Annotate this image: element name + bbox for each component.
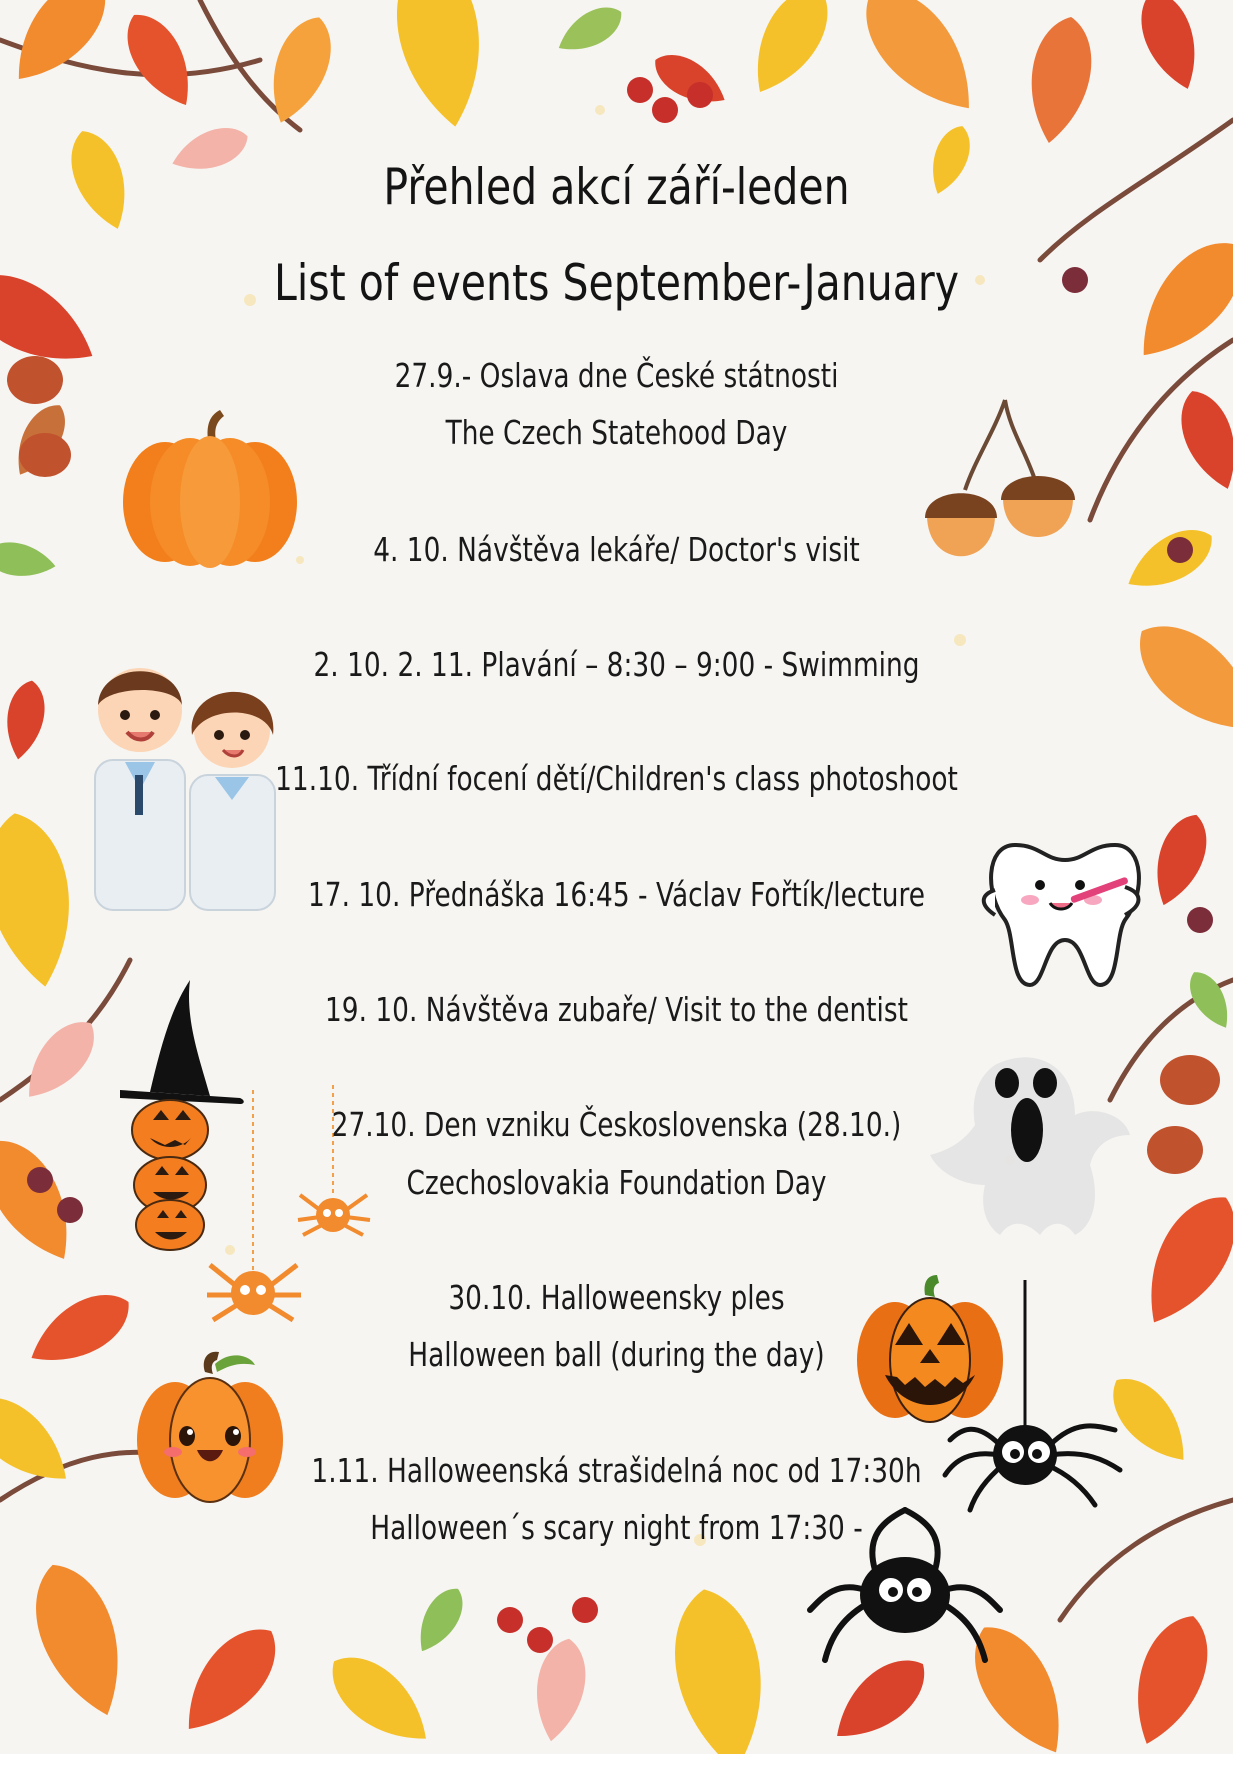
tooth-icon xyxy=(975,835,1155,995)
ghost-icon xyxy=(925,1045,1135,1245)
event-scary-night-english: Halloween´s scary night from 17:30 - xyxy=(370,1508,863,1547)
event-swimming: 2. 10. 2. 11. Plavání – 8:30 – 9:00 - Swimming xyxy=(313,645,920,684)
event-dentist: 19. 10. Návštěva zubaře/ Visit to the dentist xyxy=(325,990,908,1029)
event-photoshoot: 11.10. Třídní focení dětí/Children's class photoshoot xyxy=(275,759,958,798)
event-doctor-visit: 4. 10. Návštěva lekáře/ Doctor's visit xyxy=(373,530,860,569)
title-english: List of events September-January xyxy=(274,254,959,312)
event-halloween-ball-english: Halloween ball (during the day) xyxy=(408,1335,825,1374)
event-statehood-czech: 27.9.- Oslava dne České státnosti xyxy=(394,356,839,395)
event-halloween-ball-czech: 30.10. Halloweensky ples xyxy=(448,1278,785,1317)
title-czech: Přehled akcí září-leden xyxy=(383,158,850,216)
event-czechoslovakia-czech: 27.10. Den vzniku Československa (28.10.) xyxy=(331,1105,902,1144)
event-czechoslovakia-english: Czechoslovakia Foundation Day xyxy=(406,1163,827,1202)
event-scary-night-czech: 1.11. Halloweenská strašidelná noc od 17:30h xyxy=(311,1451,922,1490)
event-lecture: 17. 10. Přednáška 16:45 - Václav Fořtík/lecture xyxy=(308,875,925,914)
event-statehood-english: The Czech Statehood Day xyxy=(445,413,788,452)
